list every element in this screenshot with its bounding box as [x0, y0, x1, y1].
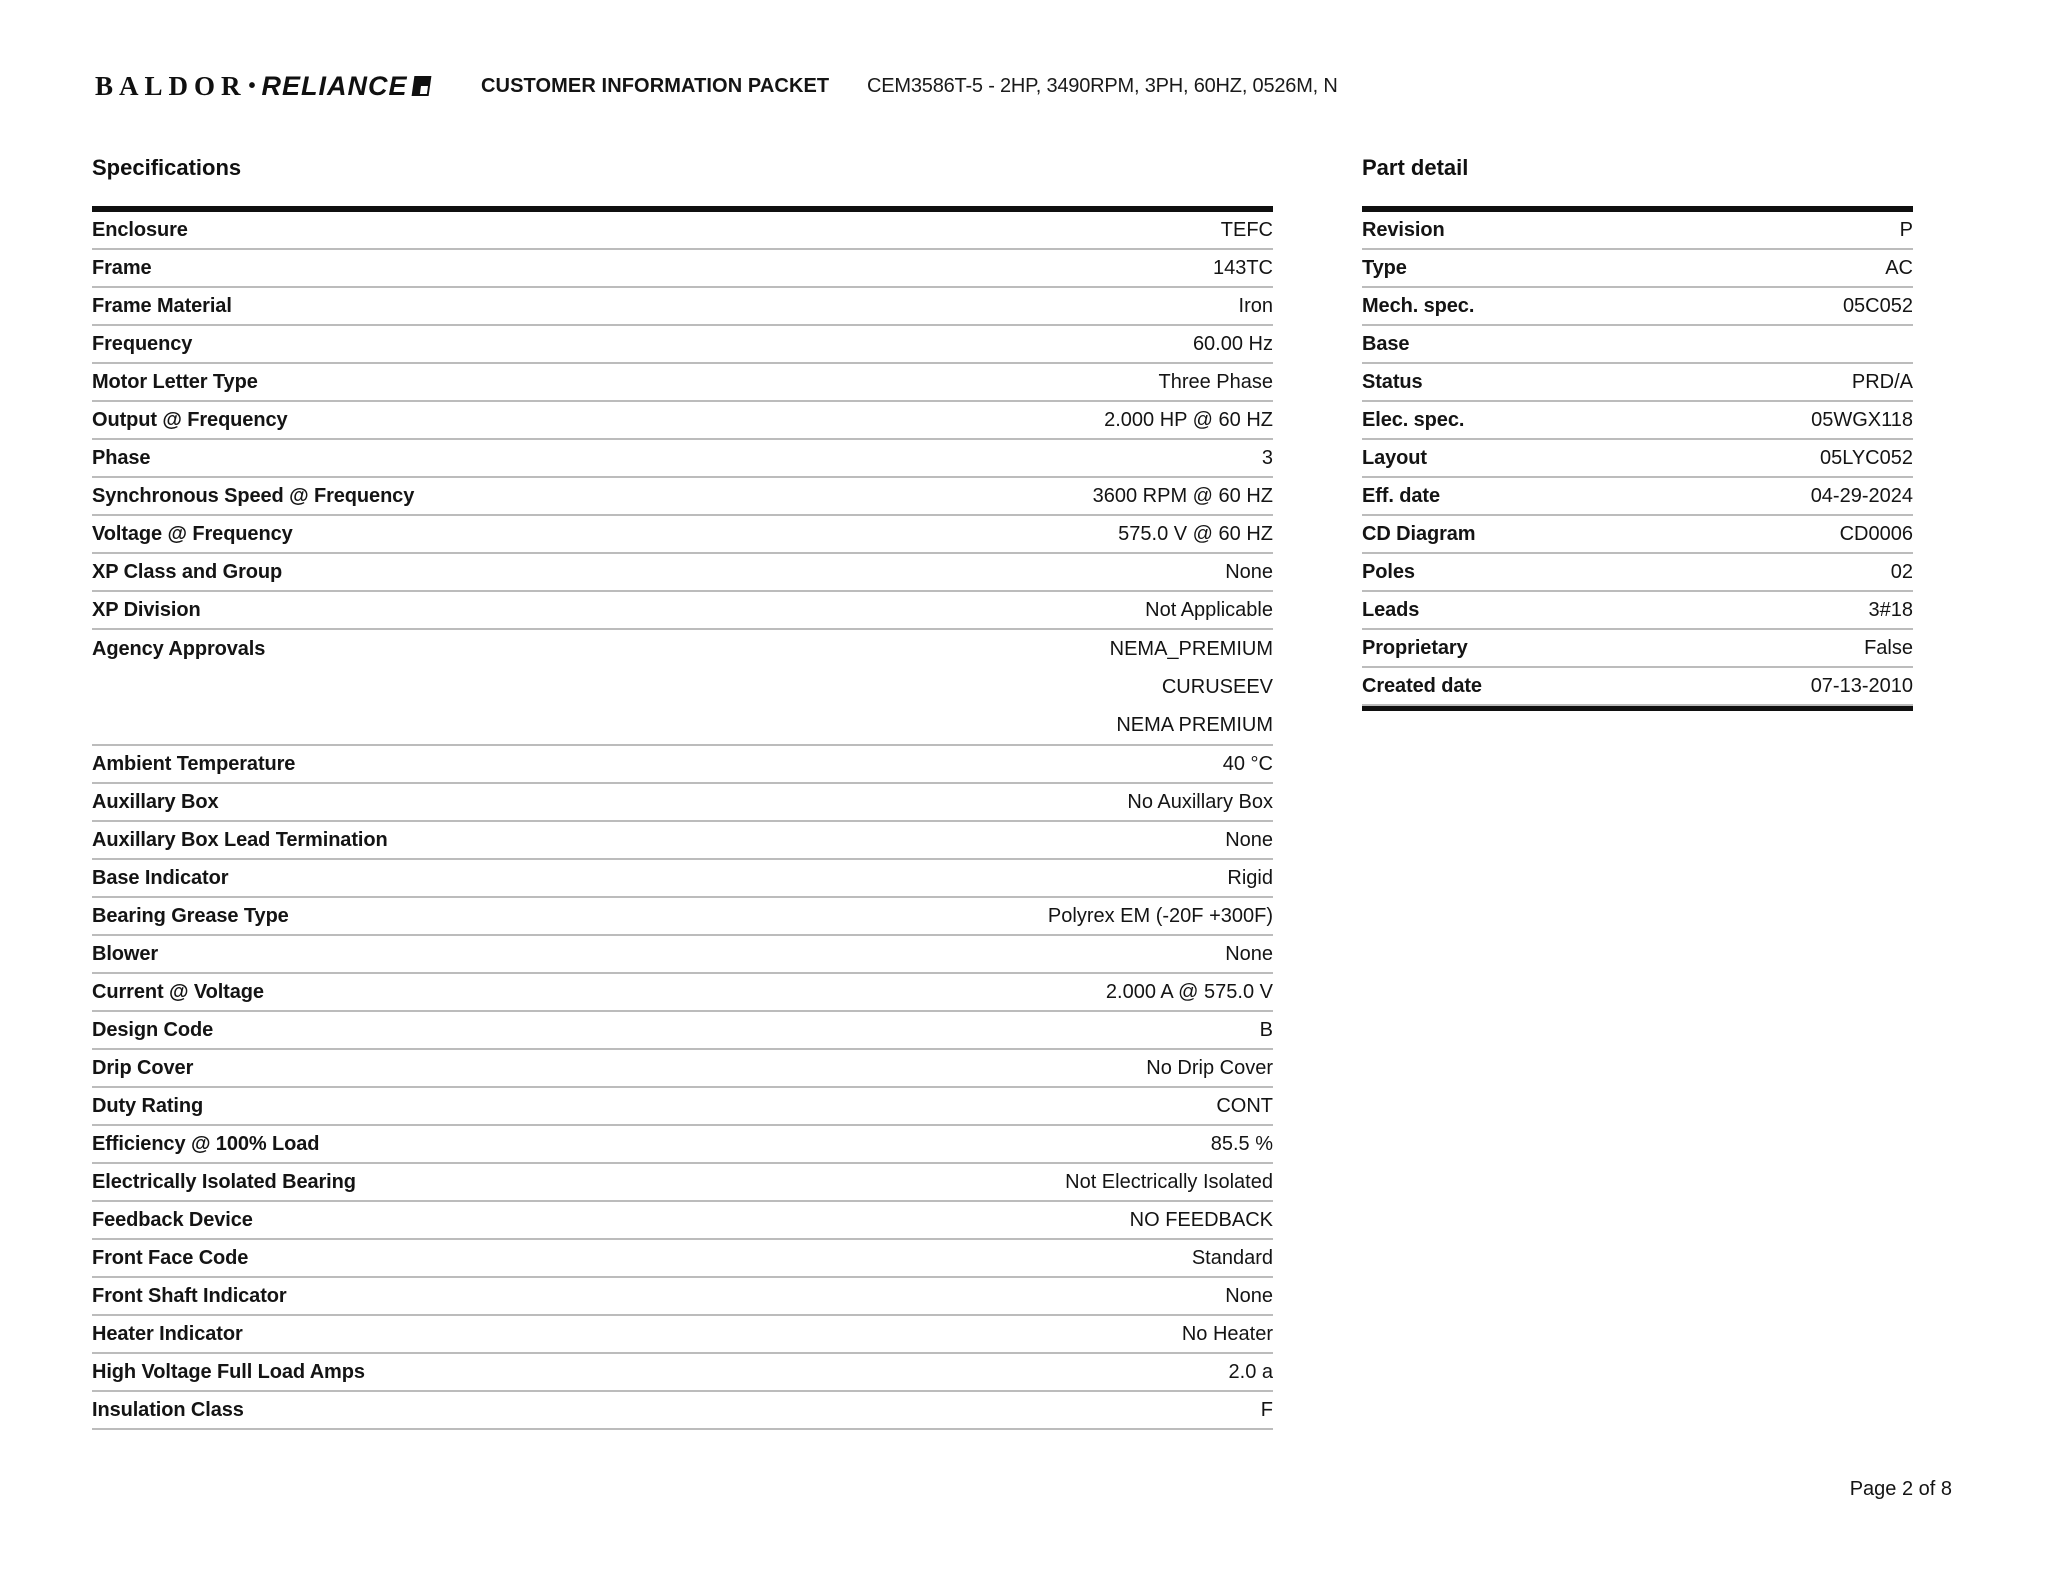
spec-row — [92, 440, 1273, 478]
spec-row-value: 3 — [1261, 446, 1273, 469]
spec-row-value: 143TC — [1212, 256, 1273, 279]
spec-row — [92, 1050, 1273, 1088]
spec-row-value: F — [1260, 1398, 1273, 1421]
spec-row-label: XP Class and Group — [92, 560, 283, 583]
part-detail-row-label: Mech. spec. — [1362, 294, 1475, 317]
part-detail-row-value: 05LYC052 — [1819, 446, 1913, 469]
spec-row-value: No Auxillary Box — [1127, 790, 1273, 813]
reliance-mark-icon — [411, 76, 431, 96]
spec-row — [92, 288, 1273, 326]
spec-row-label: Auxillary Box Lead Termination — [92, 828, 388, 851]
spec-row-value: CONT — [1216, 1094, 1273, 1117]
spec-row-label: Frame Material — [92, 294, 232, 317]
spec-row — [92, 1316, 1273, 1354]
spec-row-value: NEMA PREMIUM — [1116, 714, 1273, 736]
spec-row-label: High Voltage Full Load Amps — [92, 1360, 365, 1383]
page-number: Page 2 of 8 — [1849, 1478, 1952, 1500]
part-detail-row-value: 05C052 — [1842, 294, 1913, 317]
part-detail-row-value: 05WGX118 — [1811, 408, 1913, 431]
part-detail-row — [1362, 250, 1913, 288]
specifications-title: Specifications — [92, 155, 242, 180]
part-detail-row — [1362, 364, 1913, 402]
spec-row — [92, 1202, 1273, 1240]
spec-row — [92, 516, 1273, 554]
part-detail-row-value: 02 — [1890, 560, 1913, 583]
spec-row-label: Motor Letter Type — [92, 370, 258, 393]
spec-row-label: Duty Rating — [92, 1094, 204, 1117]
spec-row-label: Frequency — [92, 332, 193, 355]
spec-row — [92, 250, 1273, 288]
part-detail-row — [1362, 288, 1913, 326]
spec-row — [92, 212, 1273, 250]
spec-row-value: None — [1225, 560, 1273, 583]
brand-separator-dot: • — [248, 74, 256, 97]
part-detail-row-value: PRD/A — [1851, 370, 1913, 393]
spec-row-value: 40 °C — [1222, 752, 1273, 775]
spec-row-value: Iron — [1238, 294, 1273, 317]
spec-row — [92, 936, 1273, 974]
brand-reliance-text: RELIANCE — [261, 70, 408, 101]
spec-row-value: Not Electrically Isolated — [1065, 1170, 1273, 1193]
part-detail-row-label: Type — [1362, 256, 1407, 279]
part-detail-row — [1362, 554, 1913, 592]
part-detail-row-label: Created date — [1362, 674, 1482, 697]
part-detail-bottom-rule — [1362, 706, 1913, 711]
spec-row-value: Standard — [1191, 1246, 1273, 1269]
spec-row-label: Phase — [92, 446, 151, 469]
part-detail-row-value: P — [1899, 218, 1913, 241]
spec-row-value: None — [1225, 942, 1273, 965]
spec-row-label: Electrically Isolated Bearing — [92, 1170, 356, 1193]
spec-row-value: CURUSEEV — [1161, 676, 1273, 698]
spec-row — [92, 630, 1273, 746]
spec-row-value: 2.000 HP @ 60 HZ — [1104, 408, 1273, 431]
spec-row-label: Design Code — [92, 1018, 214, 1041]
part-detail-row — [1362, 212, 1913, 250]
spec-row-label: Insulation Class — [92, 1398, 244, 1421]
spec-row — [92, 1012, 1273, 1050]
part-detail-row-value: 07-13-2010 — [1810, 674, 1913, 697]
spec-row-value: None — [1225, 828, 1273, 851]
spec-row — [92, 746, 1273, 784]
spec-row — [92, 1164, 1273, 1202]
part-detail-row-label: Base — [1362, 332, 1410, 355]
spec-row — [92, 326, 1273, 364]
part-detail-row-label: Status — [1362, 370, 1423, 393]
part-detail-row — [1362, 402, 1913, 440]
brand-baldor-text: BALDOR — [95, 70, 247, 101]
spec-row-label: XP Division — [92, 598, 201, 621]
spec-row-value: Polyrex EM (-20F +300F) — [1047, 904, 1273, 927]
spec-row-label: Enclosure — [92, 218, 188, 241]
spec-row-value: No Heater — [1181, 1322, 1273, 1345]
spec-row-label: Voltage @ Frequency — [92, 522, 293, 545]
part-detail-row — [1362, 668, 1913, 706]
spec-row-label: Heater Indicator — [92, 1322, 243, 1345]
spec-row-label: Auxillary Box — [92, 790, 219, 813]
part-detail-row-label: Proprietary — [1362, 636, 1468, 659]
specifications-section — [92, 155, 1273, 1430]
part-detail-title: Part detail — [1362, 155, 1469, 180]
spec-row-value: 60.00 Hz — [1192, 332, 1273, 355]
spec-row-value: 3600 RPM @ 60 HZ — [1092, 484, 1273, 507]
part-detail-row-label: CD Diagram — [1362, 522, 1476, 545]
part-detail-row-label: Poles — [1362, 560, 1415, 583]
product-line: CEM3586T-5 - 2HP, 3490RPM, 3PH, 60HZ, 0526M, N — [867, 74, 1338, 97]
spec-row-label: Front Face Code — [92, 1246, 249, 1269]
spec-row-label: Blower — [92, 942, 159, 965]
spec-row-value: 575.0 V @ 60 HZ — [1118, 522, 1273, 545]
part-detail-row-label: Revision — [1362, 218, 1445, 241]
part-detail-row-value: AC — [1885, 256, 1913, 279]
spec-row — [92, 822, 1273, 860]
spec-row — [92, 974, 1273, 1012]
part-detail-row-value: False — [1864, 636, 1913, 659]
spec-row-label: Frame — [92, 256, 152, 279]
spec-row-values — [1110, 630, 1273, 744]
part-detail-row-label: Leads — [1362, 598, 1420, 621]
part-detail-row — [1362, 516, 1913, 554]
part-detail-section — [1362, 155, 1913, 711]
part-detail-row — [1362, 630, 1913, 668]
spec-row-value: Not Applicable — [1145, 598, 1273, 621]
specifications-table — [92, 212, 1273, 1430]
spec-row — [92, 1088, 1273, 1126]
spec-row-value: TEFC — [1220, 218, 1273, 241]
part-detail-row — [1362, 592, 1913, 630]
packet-title: CUSTOMER INFORMATION PACKET — [481, 74, 830, 97]
spec-row — [92, 592, 1273, 630]
spec-row-label: Output @ Frequency — [92, 408, 288, 431]
spec-row-label: Ambient Temperature — [92, 752, 296, 775]
spec-row-label: Front Shaft Indicator — [92, 1284, 287, 1307]
part-detail-row-label: Layout — [1362, 446, 1427, 469]
spec-row — [92, 784, 1273, 822]
spec-row — [92, 860, 1273, 898]
part-detail-row — [1362, 440, 1913, 478]
spec-row-label: Agency Approvals — [92, 638, 266, 660]
spec-row — [92, 364, 1273, 402]
spec-row — [92, 402, 1273, 440]
spec-row-value: 2.0 a — [1228, 1360, 1273, 1383]
spec-row-value: B — [1259, 1018, 1273, 1041]
brand-logo — [95, 70, 430, 102]
spec-row-label: Synchronous Speed @ Frequency — [92, 484, 415, 507]
spec-row — [92, 1392, 1273, 1430]
spec-row-value: NEMA_PREMIUM — [1109, 638, 1273, 660]
spec-row — [92, 1126, 1273, 1164]
spec-row-value: No Drip Cover — [1146, 1056, 1273, 1079]
spec-row-label: Current @ Voltage — [92, 980, 264, 1003]
part-detail-table — [1362, 212, 1913, 706]
part-detail-row-label: Elec. spec. — [1362, 408, 1465, 431]
spec-row-label: Feedback Device — [92, 1208, 253, 1231]
part-detail-row-value: 3#18 — [1868, 598, 1913, 621]
spec-row-value: 2.000 A @ 575.0 V — [1105, 980, 1273, 1003]
spec-row-label: Base Indicator — [92, 866, 229, 889]
spec-row-label: Efficiency @ 100% Load — [92, 1132, 320, 1155]
spec-row-value: Three Phase — [1158, 370, 1273, 393]
spec-row-value: Rigid — [1227, 866, 1273, 889]
spec-row-label: Bearing Grease Type — [92, 904, 289, 927]
spec-row — [92, 1240, 1273, 1278]
part-detail-row — [1362, 478, 1913, 516]
spec-row — [92, 1354, 1273, 1392]
part-detail-row-value: CD0006 — [1839, 522, 1913, 545]
spec-row-value: NO FEEDBACK — [1129, 1208, 1273, 1231]
spec-row-value: 85.5 % — [1210, 1132, 1273, 1155]
spec-row-label: Drip Cover — [92, 1056, 194, 1079]
spec-row — [92, 554, 1273, 592]
spec-row — [92, 478, 1273, 516]
part-detail-row-value: 04-29-2024 — [1810, 484, 1913, 507]
part-detail-row-label: Eff. date — [1362, 484, 1440, 507]
spec-row — [92, 898, 1273, 936]
spec-row — [92, 1278, 1273, 1316]
spec-row-value: None — [1225, 1284, 1273, 1307]
part-detail-row — [1362, 326, 1913, 364]
